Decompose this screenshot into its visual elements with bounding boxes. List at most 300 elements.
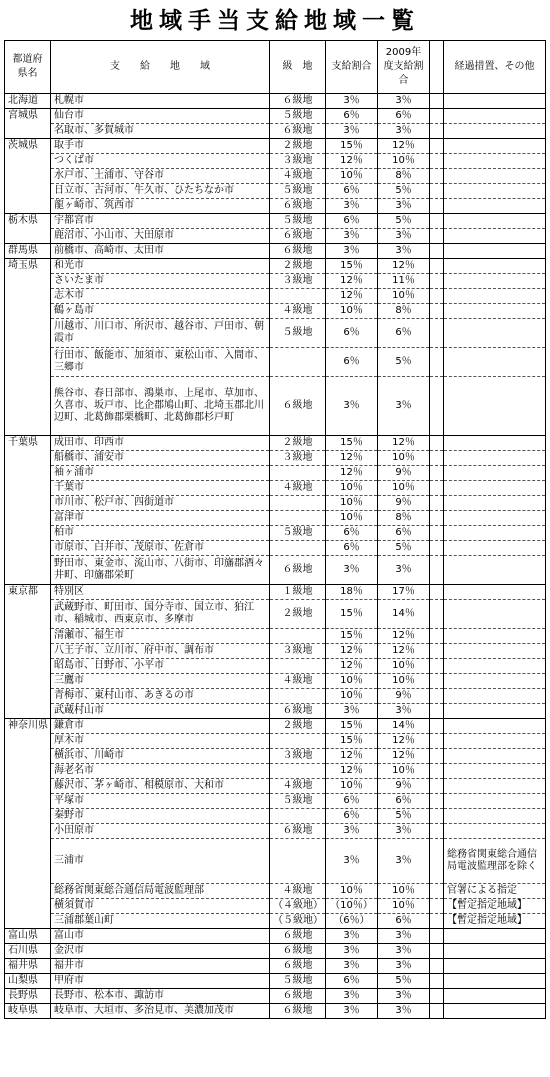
grade-cell: ２級地 (270, 436, 326, 451)
pref-cell (5, 229, 51, 244)
table-row (5, 644, 546, 659)
table-row (5, 959, 546, 974)
rate-2009-cell: 12％ (378, 139, 430, 154)
rate-2009-cell: 12％ (378, 734, 430, 749)
rate-cell: 6％ (326, 319, 378, 348)
table-row (5, 511, 546, 526)
grade-cell (270, 496, 326, 511)
rate-cell: 3％ (326, 124, 378, 139)
rate-cell: 3％ (326, 244, 378, 259)
rate-2009-cell: 3％ (378, 244, 430, 259)
table-row (5, 884, 546, 899)
notes-cell (444, 511, 546, 526)
rate-2009-cell: 12％ (378, 259, 430, 274)
area-cell: 鶴ヶ島市 (51, 304, 270, 319)
table-row (5, 466, 546, 481)
rate-cell: 15％ (326, 734, 378, 749)
grade-cell (270, 289, 326, 304)
grade-cell: ５級地 (270, 794, 326, 809)
notes-cell: 官署による指定 (444, 884, 546, 899)
header-row (5, 41, 546, 94)
area-cell: つくば市 (51, 154, 270, 169)
area-cell: 成田市、印西市 (51, 436, 270, 451)
header-rate-2009: 2009年度支給割合 (378, 41, 430, 94)
pref-cell (5, 348, 51, 377)
table-row (5, 989, 546, 1004)
notes-cell (444, 974, 546, 989)
rate-cell: 10％ (326, 689, 378, 704)
rate-2009-cell: 10％ (378, 481, 430, 496)
table-row (5, 659, 546, 674)
grade-cell: ２級地 (270, 719, 326, 734)
rate-2009-cell: 12％ (378, 436, 430, 451)
rate-2009-cell: 11％ (378, 274, 430, 289)
spacer-cell (430, 348, 444, 377)
area-cell: 富津市 (51, 511, 270, 526)
spacer-cell (430, 719, 444, 734)
area-cell: 札幌市 (51, 94, 270, 109)
pref-cell (5, 914, 51, 929)
spacer-cell (430, 600, 444, 629)
grade-cell: ５級地 (270, 319, 326, 348)
notes-cell (444, 779, 546, 794)
spacer-cell (430, 884, 444, 899)
grade-cell: ６級地 (270, 244, 326, 259)
pref-cell: 埼玉県 (5, 259, 51, 274)
rate-2009-cell: 14％ (378, 719, 430, 734)
area-cell: 宇都宮市 (51, 214, 270, 229)
notes-cell (444, 556, 546, 585)
table-row (5, 199, 546, 214)
spacer-cell (430, 481, 444, 496)
rate-cell: 6％ (326, 184, 378, 199)
pref-cell (5, 824, 51, 839)
table-row (5, 94, 546, 109)
area-cell: 平塚市 (51, 794, 270, 809)
area-cell: 名取市、多賀城市 (51, 124, 270, 139)
grade-cell (270, 466, 326, 481)
notes-cell (444, 959, 546, 974)
area-cell: 龍ヶ崎市、筑西市 (51, 199, 270, 214)
table-row (5, 244, 546, 259)
area-cell: さいたま市 (51, 274, 270, 289)
rate-2009-cell: 10％ (378, 659, 430, 674)
grade-cell (270, 629, 326, 644)
table-row (5, 436, 546, 451)
table-row (5, 764, 546, 779)
rate-cell: 3％ (326, 959, 378, 974)
grade-cell: ３級地 (270, 451, 326, 466)
table-row (5, 154, 546, 169)
pref-cell: 福井県 (5, 959, 51, 974)
table-row (5, 914, 546, 929)
area-cell: 市川市、松戸市、四街道市 (51, 496, 270, 511)
pref-cell (5, 749, 51, 764)
grade-cell: ６級地 (270, 989, 326, 1004)
table-row (5, 377, 546, 436)
area-cell: 清瀬市、福生市 (51, 629, 270, 644)
rate-cell: 12％ (326, 289, 378, 304)
notes-cell (444, 451, 546, 466)
area-cell: 総務省関東総合通信局電波監理部 (51, 884, 270, 899)
grade-cell (270, 348, 326, 377)
rate-2009-cell: 9％ (378, 779, 430, 794)
rate-2009-cell: 10％ (378, 899, 430, 914)
pref-cell (5, 377, 51, 436)
rate-2009-cell: 6％ (378, 526, 430, 541)
grade-cell (270, 659, 326, 674)
notes-cell (444, 734, 546, 749)
pref-cell (5, 304, 51, 319)
pref-cell: 長野県 (5, 989, 51, 1004)
pref-cell (5, 289, 51, 304)
notes-cell (444, 496, 546, 511)
grade-cell (270, 511, 326, 526)
pref-cell: 東京都 (5, 585, 51, 600)
rate-cell: 6％ (326, 541, 378, 556)
notes-cell (444, 466, 546, 481)
spacer-cell (430, 229, 444, 244)
rate-cell: 12％ (326, 154, 378, 169)
grade-cell: ６級地 (270, 94, 326, 109)
rate-cell: 3％ (326, 1004, 378, 1019)
grade-cell (270, 839, 326, 884)
notes-cell (444, 319, 546, 348)
pref-cell (5, 541, 51, 556)
pref-cell (5, 466, 51, 481)
grade-cell (270, 734, 326, 749)
rate-cell: 6％ (326, 526, 378, 541)
pref-cell (5, 704, 51, 719)
pref-cell: 栃木県 (5, 214, 51, 229)
table-row (5, 556, 546, 585)
grade-cell: ５級地 (270, 526, 326, 541)
grade-cell: ４級地 (270, 674, 326, 689)
rate-2009-cell: 3％ (378, 124, 430, 139)
spacer-cell (430, 794, 444, 809)
notes-cell (444, 109, 546, 124)
grade-cell: ６級地 (270, 824, 326, 839)
table-row (5, 184, 546, 199)
notes-cell (444, 629, 546, 644)
grade-cell: ４級地 (270, 169, 326, 184)
area-cell: 取手市 (51, 139, 270, 154)
rate-cell: 3％ (326, 929, 378, 944)
area-cell: 三鷹市 (51, 674, 270, 689)
rate-2009-cell: 8％ (378, 169, 430, 184)
grade-cell: ３級地 (270, 154, 326, 169)
table-row (5, 974, 546, 989)
grade-cell: ３級地 (270, 644, 326, 659)
grade-cell: ６級地 (270, 377, 326, 436)
spacer-cell (430, 451, 444, 466)
pref-cell (5, 809, 51, 824)
rate-2009-cell: 3％ (378, 824, 430, 839)
spacer-cell (430, 734, 444, 749)
rate-cell: 6％ (326, 974, 378, 989)
table-row (5, 734, 546, 749)
spacer-cell (430, 124, 444, 139)
rate-2009-cell: 5％ (378, 214, 430, 229)
header-grade: 級 地 (270, 41, 326, 94)
spacer-cell (430, 824, 444, 839)
pref-cell (5, 481, 51, 496)
area-cell: 日立市、古河市、牛久市、ひたちなか市 (51, 184, 270, 199)
notes-cell (444, 124, 546, 139)
rate-2009-cell: 3％ (378, 704, 430, 719)
pref-cell (5, 674, 51, 689)
grade-cell: ６級地 (270, 556, 326, 585)
spacer-cell (430, 644, 444, 659)
rate-cell: 10％ (326, 779, 378, 794)
table-row (5, 674, 546, 689)
area-cell: 和光市 (51, 259, 270, 274)
pref-cell (5, 839, 51, 884)
header-notes: 経過措置、その他 (444, 41, 546, 94)
rate-cell: 3％ (326, 199, 378, 214)
table-row (5, 585, 546, 600)
rate-2009-cell: 8％ (378, 511, 430, 526)
rate-cell: 12％ (326, 274, 378, 289)
grade-cell (270, 541, 326, 556)
pref-cell: 茨城県 (5, 139, 51, 154)
grade-cell: ６級地 (270, 229, 326, 244)
area-cell: 武蔵野市、町田市、国分寺市、国立市、狛江市、稲城市、西東京市、多摩市 (51, 600, 270, 629)
notes-cell (444, 764, 546, 779)
rate-2009-cell: 3％ (378, 929, 430, 944)
area-cell: 千葉市 (51, 481, 270, 496)
grade-cell: ４級地 (270, 779, 326, 794)
spacer-cell (430, 674, 444, 689)
table-row (5, 719, 546, 734)
rate-2009-cell: 6％ (378, 109, 430, 124)
rate-cell: 15％ (326, 139, 378, 154)
pref-cell (5, 274, 51, 289)
spacer-cell (430, 839, 444, 884)
notes-cell (444, 1004, 546, 1019)
pref-cell (5, 199, 51, 214)
rate-cell: 3％ (326, 94, 378, 109)
pref-cell (5, 600, 51, 629)
area-cell: 藤沢市、茅ヶ崎市、相模原市、大和市 (51, 779, 270, 794)
spacer-cell (430, 809, 444, 824)
pref-cell (5, 124, 51, 139)
rate-cell: 12％ (326, 451, 378, 466)
pref-cell: 宮城県 (5, 109, 51, 124)
spacer-cell (430, 659, 444, 674)
rate-2009-cell: 3％ (378, 839, 430, 884)
notes-cell (444, 94, 546, 109)
pref-cell (5, 659, 51, 674)
spacer-cell (430, 289, 444, 304)
pref-cell (5, 511, 51, 526)
rate-2009-cell: 12％ (378, 629, 430, 644)
pref-cell (5, 526, 51, 541)
notes-cell (444, 244, 546, 259)
spacer-cell (430, 764, 444, 779)
rate-cell: 10％ (326, 884, 378, 899)
grade-cell: ６級地 (270, 199, 326, 214)
spacer-cell (430, 244, 444, 259)
spacer-cell (430, 959, 444, 974)
rate-cell: 3％ (326, 944, 378, 959)
spacer-cell (430, 319, 444, 348)
rate-cell: 15％ (326, 719, 378, 734)
grade-cell: ５級地 (270, 974, 326, 989)
table-row (5, 749, 546, 764)
notes-cell (444, 139, 546, 154)
spacer-cell (430, 585, 444, 600)
table-row (5, 779, 546, 794)
rate-cell: 12％ (326, 644, 378, 659)
table-row (5, 704, 546, 719)
rate-cell: 3％ (326, 989, 378, 1004)
pref-cell: 千葉県 (5, 436, 51, 451)
area-cell: 行田市、飯能市、加須市、東松山市、入間市、三郷市 (51, 348, 270, 377)
table-row (5, 229, 546, 244)
area-cell: 志木市 (51, 289, 270, 304)
pref-cell (5, 184, 51, 199)
spacer-cell (430, 199, 444, 214)
grade-cell: ６級地 (270, 124, 326, 139)
notes-cell (444, 824, 546, 839)
notes-cell: 総務省関東総合通信局電波監理部を除く (444, 839, 546, 884)
grade-cell: ５級地 (270, 214, 326, 229)
pref-cell: 神奈川県 (5, 719, 51, 734)
rate-cell: 6％ (326, 809, 378, 824)
spacer-cell (430, 496, 444, 511)
notes-cell (444, 674, 546, 689)
pref-cell (5, 154, 51, 169)
rate-2009-cell: 3％ (378, 229, 430, 244)
spacer-cell (430, 914, 444, 929)
table-row (5, 1004, 546, 1019)
page-title: 地域手当支給地域一覧 (130, 8, 420, 34)
rate-2009-cell: 10％ (378, 764, 430, 779)
rate-cell: 6％ (326, 214, 378, 229)
notes-cell (444, 719, 546, 734)
grade-cell: ３級地 (270, 274, 326, 289)
grade-cell: ６級地 (270, 929, 326, 944)
allowance-table (4, 40, 546, 1019)
spacer-cell (430, 689, 444, 704)
grade-cell (270, 764, 326, 779)
notes-cell (444, 689, 546, 704)
spacer-cell (430, 944, 444, 959)
table-row (5, 214, 546, 229)
spacer-cell (430, 989, 444, 1004)
area-cell: 鎌倉市 (51, 719, 270, 734)
table-row (5, 274, 546, 289)
area-cell: 柏市 (51, 526, 270, 541)
notes-cell (444, 199, 546, 214)
rate-2009-cell: 12％ (378, 644, 430, 659)
area-cell: 甲府市 (51, 974, 270, 989)
spacer-cell (430, 184, 444, 199)
notes-cell (444, 348, 546, 377)
grade-cell: ６級地 (270, 704, 326, 719)
grade-cell: ２級地 (270, 259, 326, 274)
pref-cell (5, 794, 51, 809)
rate-cell: 6％ (326, 109, 378, 124)
rate-cell: 12％ (326, 749, 378, 764)
rate-cell: （10％） (326, 899, 378, 914)
table-row (5, 689, 546, 704)
rate-2009-cell: 8％ (378, 304, 430, 319)
spacer-cell (430, 377, 444, 436)
rate-2009-cell: 10％ (378, 884, 430, 899)
grade-cell: ４級地 (270, 304, 326, 319)
grade-cell: （５級地） (270, 914, 326, 929)
table-row (5, 451, 546, 466)
area-cell: 横須賀市 (51, 899, 270, 914)
rate-cell: 3％ (326, 704, 378, 719)
rate-2009-cell: 10％ (378, 154, 430, 169)
notes-cell (444, 794, 546, 809)
grade-cell: ４級地 (270, 884, 326, 899)
spacer-cell (430, 526, 444, 541)
rate-cell: 10％ (326, 511, 378, 526)
rate-cell: 6％ (326, 794, 378, 809)
rate-cell: （6％） (326, 914, 378, 929)
spacer-cell (430, 749, 444, 764)
notes-cell (444, 526, 546, 541)
area-cell: 水戸市、土浦市、守谷市 (51, 169, 270, 184)
rate-cell: 10％ (326, 496, 378, 511)
spacer-cell (430, 629, 444, 644)
spacer-cell (430, 541, 444, 556)
area-cell: 岐阜市、大垣市、多治見市、美濃加茂市 (51, 1004, 270, 1019)
rate-cell: 3％ (326, 824, 378, 839)
notes-cell (444, 289, 546, 304)
pref-cell (5, 556, 51, 585)
rate-2009-cell: 10％ (378, 289, 430, 304)
notes-cell (444, 929, 546, 944)
area-cell: 秦野市 (51, 809, 270, 824)
pref-cell: 北海道 (5, 94, 51, 109)
pref-cell (5, 689, 51, 704)
header-pref: 都道府県名 (5, 41, 51, 94)
notes-cell (444, 749, 546, 764)
rate-2009-cell: 6％ (378, 319, 430, 348)
area-cell: 金沢市 (51, 944, 270, 959)
grade-cell: ５級地 (270, 109, 326, 124)
table-row (5, 541, 546, 556)
spacer-cell (430, 974, 444, 989)
grade-cell (270, 689, 326, 704)
area-cell: 熊谷市、春日部市、鴻巣市、上尾市、草加市、久喜市、坂戸市、比企郡鳩山町、北埼玉郡北川辺町、北葛飾郡栗橋町、北葛飾郡杉戸町 (51, 377, 270, 436)
spacer-cell (430, 304, 444, 319)
notes-cell (444, 229, 546, 244)
rate-2009-cell: 17％ (378, 585, 430, 600)
area-cell: 三浦郡葉山町 (51, 914, 270, 929)
notes-cell (444, 184, 546, 199)
rate-cell: 3％ (326, 556, 378, 585)
notes-cell (444, 585, 546, 600)
notes-cell (444, 989, 546, 1004)
grade-cell: ５級地 (270, 184, 326, 199)
rate-2009-cell: 6％ (378, 794, 430, 809)
table-row (5, 526, 546, 541)
rate-cell: 3％ (326, 377, 378, 436)
pref-cell (5, 734, 51, 749)
rate-cell: 15％ (326, 629, 378, 644)
table-row (5, 139, 546, 154)
pref-cell: 富山県 (5, 929, 51, 944)
area-cell: 野田市、東金市、流山市、八街市、印旛郡酒々井町、印旛郡栄町 (51, 556, 270, 585)
pref-cell (5, 779, 51, 794)
notes-cell (444, 704, 546, 719)
